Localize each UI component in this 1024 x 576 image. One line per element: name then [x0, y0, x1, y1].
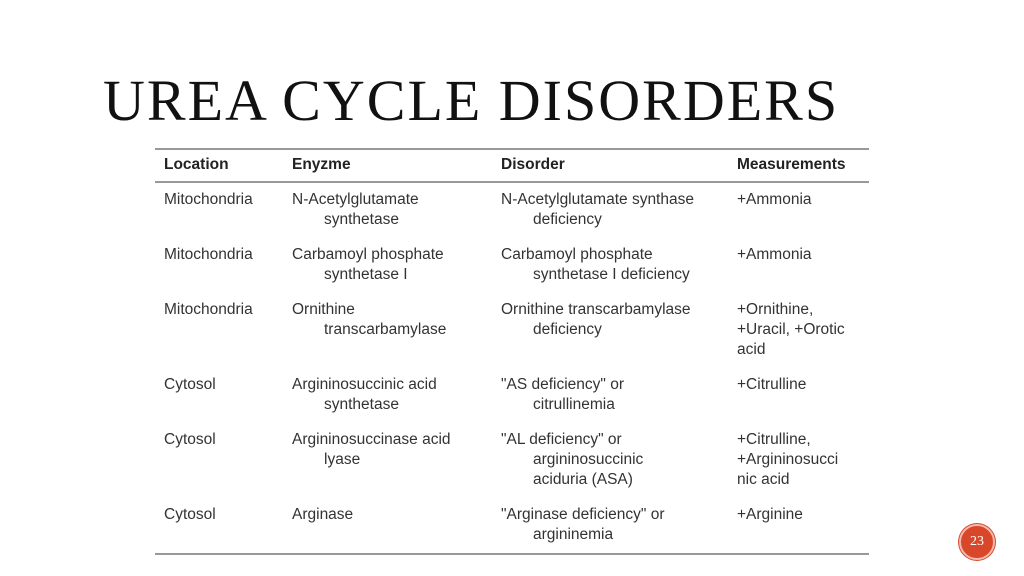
cell-location: Cytosol: [155, 498, 283, 554]
cell-line: nic acid: [737, 471, 790, 488]
cell-line: +Citrulline: [737, 376, 807, 393]
cell-line: argininemia: [533, 526, 614, 543]
cell-line: +Uracil, +Orotic: [737, 321, 845, 338]
cell-disorder: [492, 423, 728, 498]
cell-line: synthetase: [324, 211, 399, 228]
table-row: [155, 498, 869, 554]
cell-enzyme: [283, 182, 492, 238]
cell-line: +Arginine: [737, 506, 803, 523]
cell-measurements: [728, 498, 869, 554]
table-row: [155, 423, 869, 498]
table-header-row: [155, 149, 869, 182]
cell-location: Cytosol: [164, 431, 216, 448]
header-enzyme: Enyzme: [283, 149, 492, 182]
cell-enzyme: [283, 498, 492, 554]
cell-line: citrullinemia: [533, 396, 615, 413]
cell-enzyme: [283, 368, 492, 423]
cell-enzyme: [283, 238, 492, 293]
cell-line: +Ammonia: [737, 191, 812, 208]
table-row: [155, 182, 869, 238]
cell-line: aciduria (ASA): [533, 471, 633, 488]
cell-location: Mitochondria: [164, 301, 253, 318]
table-row: [155, 368, 869, 423]
cell-line: argininosuccinic: [533, 451, 644, 468]
cell-line: transcarbamylase: [324, 321, 447, 338]
cell-line: +Ammonia: [737, 246, 812, 263]
cell-line: N-Acetylglutamate synthase: [501, 191, 694, 208]
cell-disorder: [492, 182, 728, 238]
urea-cycle-table: [155, 148, 869, 555]
cell-line: N-Acetylglutamate: [292, 191, 419, 208]
table-row: [155, 238, 869, 293]
cell-line: +Citrulline,: [737, 431, 811, 448]
cell-location: Mitochondria: [164, 191, 253, 208]
cell-measurements: [728, 423, 869, 498]
cell-line: Argininosuccinase acid: [292, 431, 451, 448]
cell-line: acid: [737, 341, 766, 358]
cell-line: "AL deficiency" or: [501, 431, 622, 448]
urea-cycle-table-container: [155, 148, 869, 555]
cell-line: +Ornithine,: [737, 301, 814, 318]
cell-line: Arginase: [292, 506, 354, 523]
cell-measurements: [728, 182, 869, 238]
cell-disorder: [492, 368, 728, 423]
cell-line: "AS deficiency" or: [501, 376, 625, 393]
cell-disorder: [492, 238, 728, 293]
cell-enzyme: [283, 423, 492, 498]
cell-measurements: [728, 293, 869, 368]
cell-line: synthetase: [324, 396, 399, 413]
table-row: [155, 293, 869, 368]
cell-disorder: [492, 498, 728, 554]
header-location: Location: [155, 149, 283, 182]
cell-line: "Arginase deficiency" or: [501, 506, 665, 523]
cell-line: +Argininosucci: [737, 451, 839, 468]
cell-line: deficiency: [533, 321, 602, 338]
cell-line: Argininosuccinic acid: [292, 376, 437, 393]
cell-measurements: [728, 238, 869, 293]
cell-location: Mitochondria: [164, 246, 253, 263]
cell-location: Cytosol: [164, 376, 216, 393]
cell-line: deficiency: [533, 211, 602, 228]
cell-enzyme: [283, 293, 492, 368]
page-number-badge: 23: [959, 524, 995, 560]
cell-line: synthetase I deficiency: [533, 266, 690, 283]
slide-title: UREA CYCLE DISORDERS: [103, 68, 840, 133]
cell-line: Carbamoyl phosphate: [292, 246, 444, 263]
cell-line: Ornithine transcarbamylase: [501, 301, 691, 318]
cell-disorder: [492, 293, 728, 368]
header-disorder: Disorder: [492, 149, 728, 182]
cell-line: Carbamoyl phosphate: [501, 246, 653, 263]
header-measurements: Measurements: [728, 149, 869, 182]
cell-line: lyase: [324, 451, 361, 468]
cell-line: Ornithine: [292, 301, 355, 318]
cell-measurements: [728, 368, 869, 423]
cell-line: synthetase I: [324, 266, 408, 283]
